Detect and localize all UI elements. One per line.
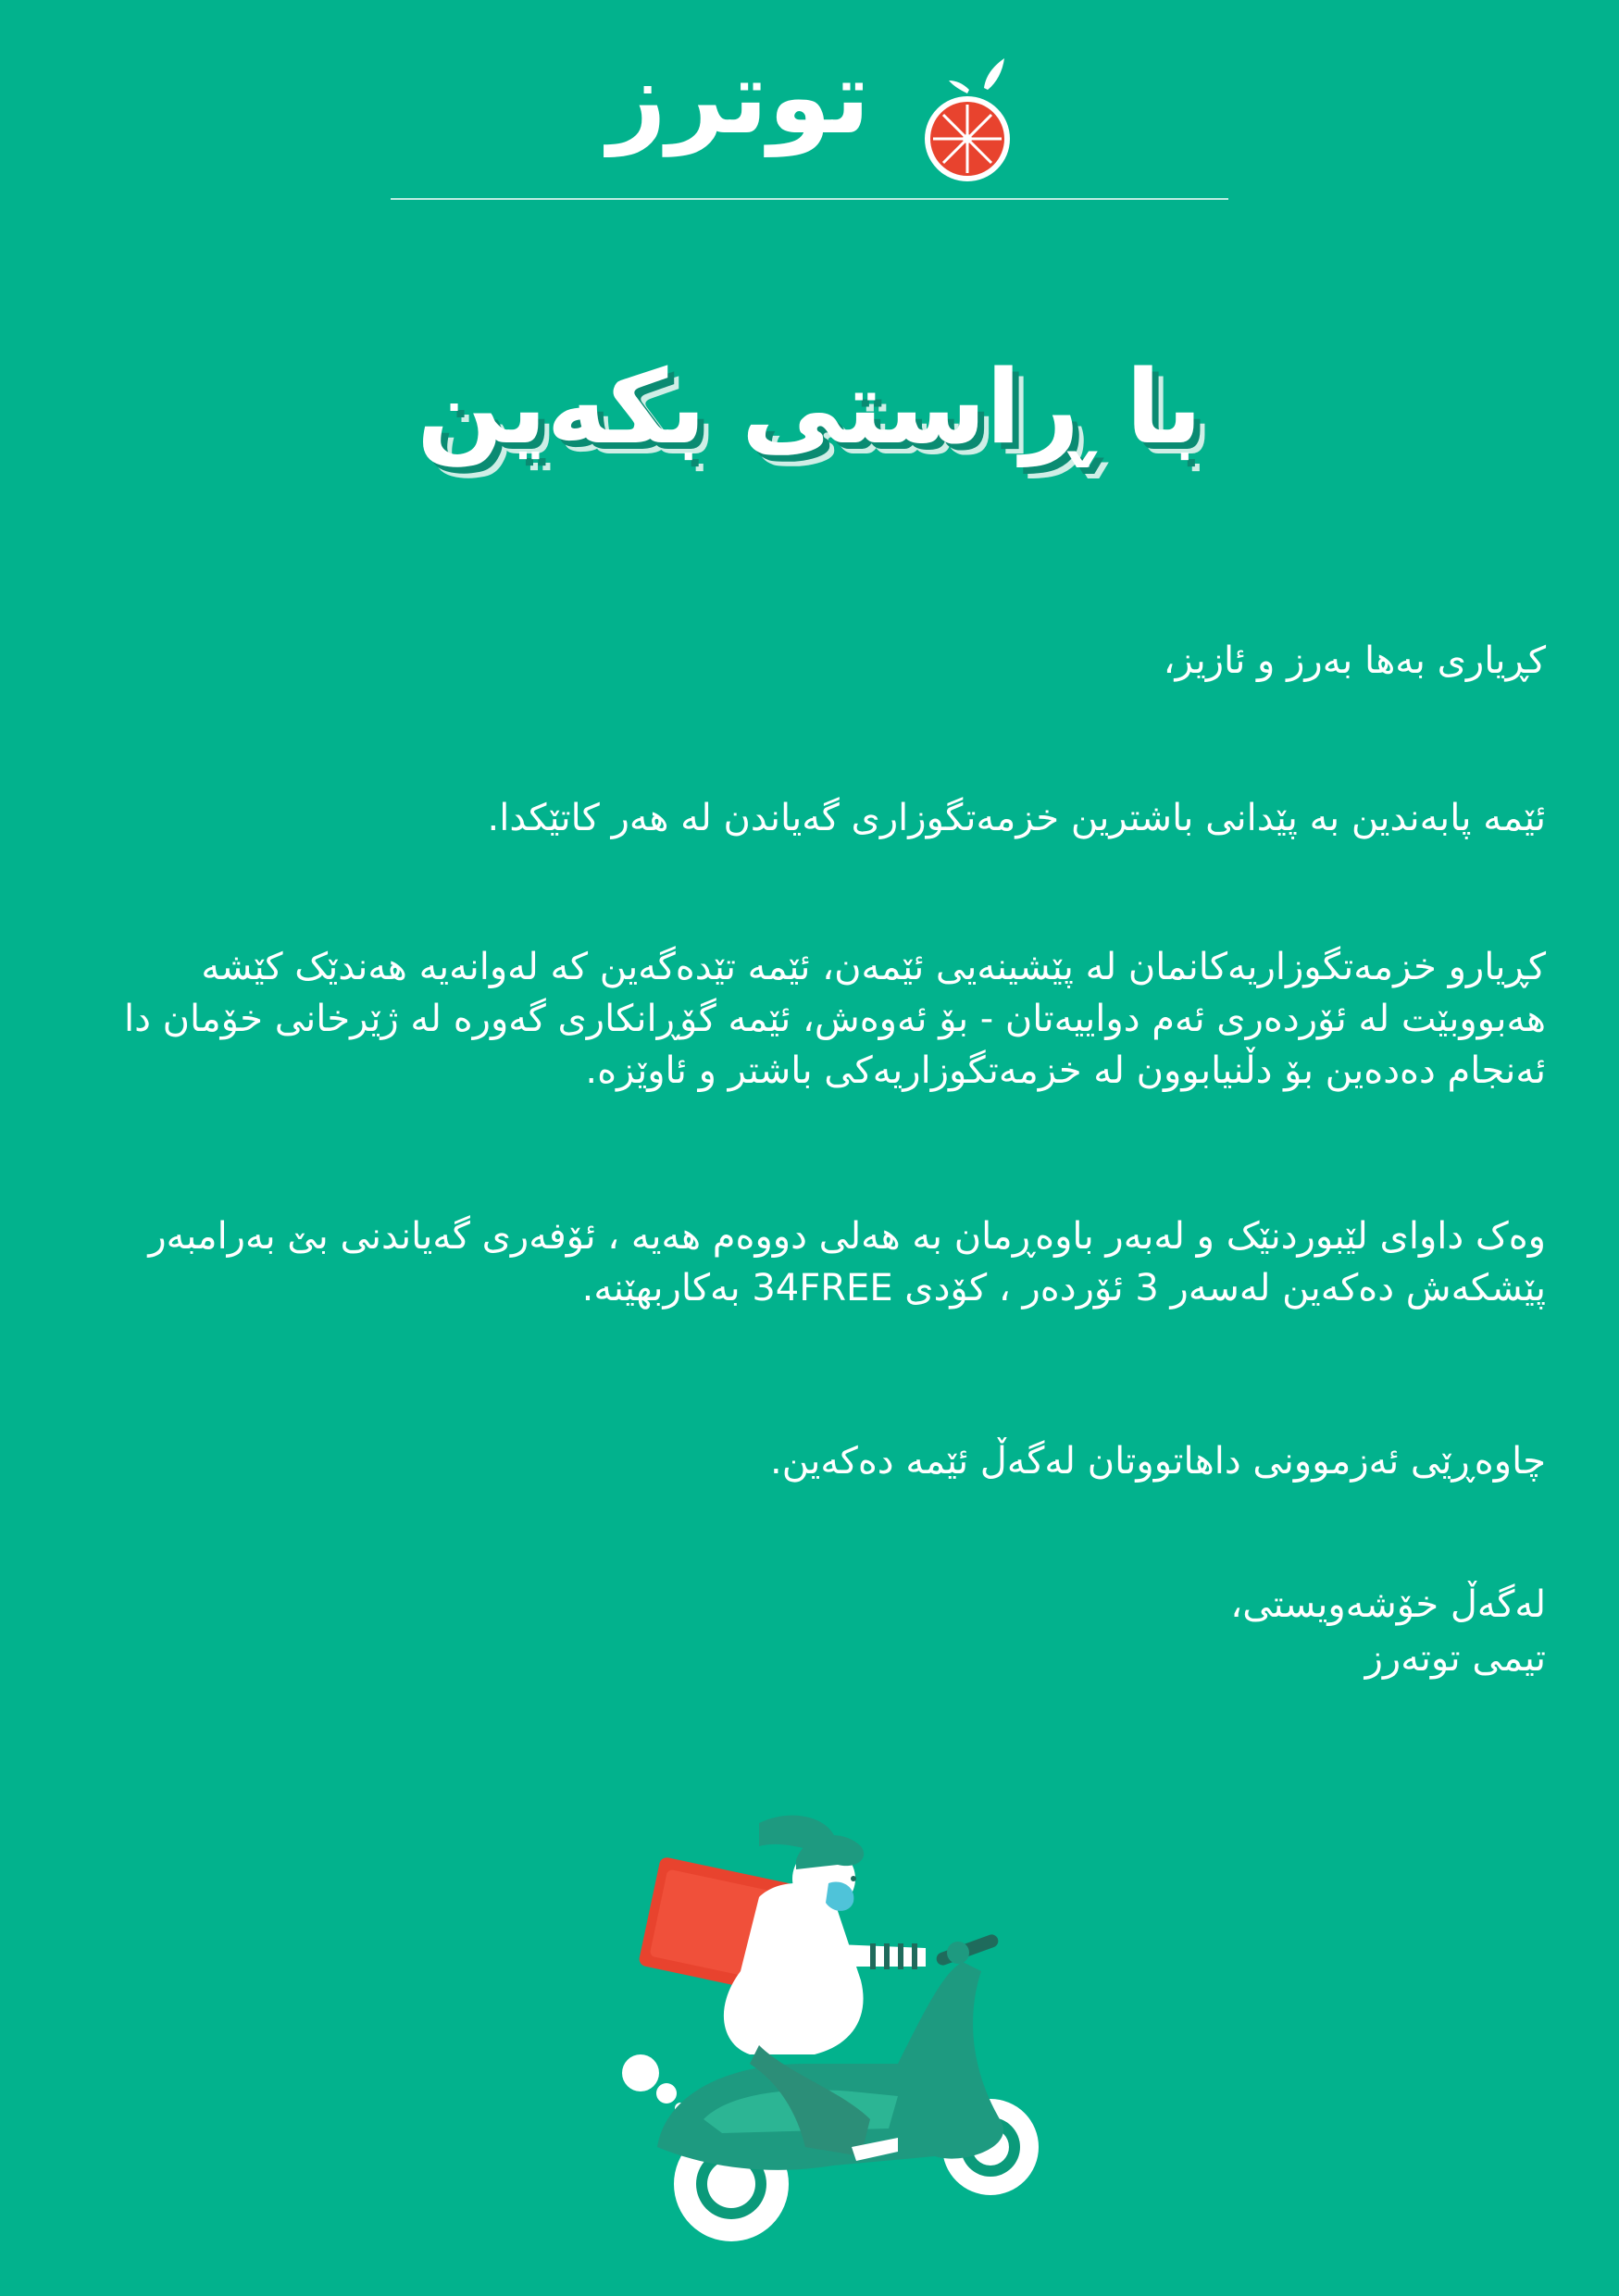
offer-text: وەک داوای لێبوردنێک و لەبەر باوەڕمان بە هەلی دووەم هەیە ، ئۆفەری گەیاندنی بێ بەرامبەر پێشکەش دەکەین لەسەر 3 ئۆردەر ، کۆدی 34FREE بەکاربهێنە. <box>148 1215 1546 1309</box>
delivery-scooter-illustration <box>592 1814 1074 2258</box>
brand-name: توترز <box>607 38 870 156</box>
commitment-text: ئێمە پابەندین بە پێدانی باشترین خزمەتگوزاری گەیاندن لە هەر کاتێکدا. <box>487 797 1546 839</box>
page-headline: با ڕاستی بکەین <box>417 348 1202 466</box>
brand-logo <box>574 28 1055 167</box>
header-divider <box>391 198 1228 200</box>
closing-text: چاوەڕێی ئەزموونی داهاتووتان لەگەڵ ئێمە دەکەین. <box>770 1440 1546 1483</box>
greeting-text: کڕیاری بەها بەرز و ئازیز، <box>1163 639 1546 682</box>
signature-text: تیمی توتەرز <box>1364 1637 1546 1680</box>
signoff-text: لەگەڵ خۆشەویستی، <box>1230 1583 1546 1626</box>
grapefruit-icon <box>912 51 1023 190</box>
apology-text: کڕیارو خزمەتگوزاریەکانمان لە پێشینەیی ئێمەن، ئێمە تێدەگەین کە لەوانەیە هەندێک کێشە هەبووبێت لە ئۆردەری ئەم دواییەتان - بۆ ئەوەش، ئێمە گۆڕانکاری گەورە لە ژێرخانی خۆمان دا ئەنجام دەدەین بۆ دڵنیابوون لە خزمەتگوزاریەکی باشتر و ئاوێزە. <box>124 946 1546 1092</box>
